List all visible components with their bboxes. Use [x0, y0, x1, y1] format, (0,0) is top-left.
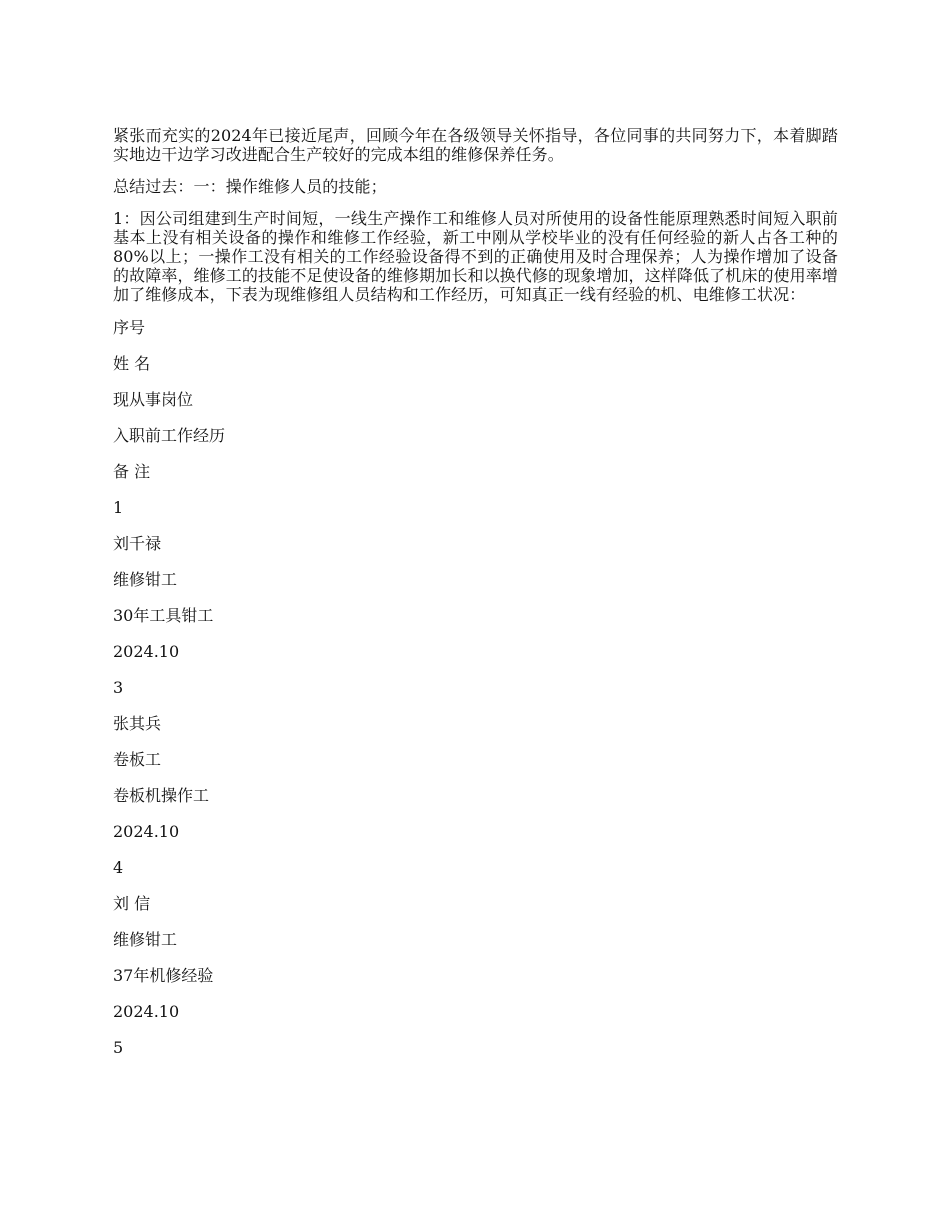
table-cell-index: 3 — [113, 678, 124, 697]
table-header-position: 现从事岗位 — [113, 390, 194, 409]
table-header-index: 序号 — [113, 318, 146, 337]
table-cell-index: 5 — [113, 1038, 124, 1057]
table-cell-remarks: 2024.10 — [113, 1002, 180, 1021]
table-cell-experience: 37年机修经验 — [113, 966, 214, 985]
table-cell-index: 1 — [113, 498, 124, 517]
table-cell-position: 卷板工 — [113, 750, 162, 769]
table-cell-name: 刘 信 — [113, 894, 151, 913]
table-cell-position: 维修钳工 — [113, 570, 178, 589]
table-header-experience: 入职前工作经历 — [113, 426, 226, 445]
summary-heading: 总结过去：一：操作维修人员的技能； — [113, 177, 387, 196]
table-cell-name: 刘千禄 — [113, 534, 162, 553]
table-header-remarks: 备 注 — [113, 462, 151, 481]
body-paragraph: 1：因公司组建到生产时间短，一线生产操作工和维修人员对所使用的设备性能原理熟悉时间短入职前基本上没有相关设备的操作和维修工作经验，新工中刚从学校毕业的没有任何经验的新人占各工种的80%以上；一操作工没有相关的工作经验设备得不到的正确使用及时合理保养；人为操作增加了设备的故障率，维修工的技能不足使设备的维修期加长和以换代修的现象增加，这样降低了机床的使用率增加了维修成本，下表为现维修组人员结构和工作经历，可知真正一线有经验的机、电维修工状况： — [113, 209, 838, 304]
table-cell-experience: 30年工具钳工 — [113, 606, 214, 625]
table-cell-experience: 卷板机操作工 — [113, 786, 210, 805]
intro-paragraph: 紧张而充实的2024年已接近尾声，回顾今年在各级领导关怀指导，各位同事的共同努力下，本着脚踏实地边干边学习改进配合生产较好的完成本组的维修保养任务。 — [113, 126, 838, 164]
table-cell-name: 张其兵 — [113, 714, 162, 733]
table-cell-remarks: 2024.10 — [113, 822, 180, 841]
document-page — [113, 126, 838, 1074]
staff-table — [113, 318, 838, 1057]
table-cell-index: 4 — [113, 858, 124, 877]
table-header-name: 姓 名 — [113, 354, 151, 373]
table-cell-position: 维修钳工 — [113, 930, 178, 949]
table-cell-remarks: 2024.10 — [113, 642, 180, 661]
